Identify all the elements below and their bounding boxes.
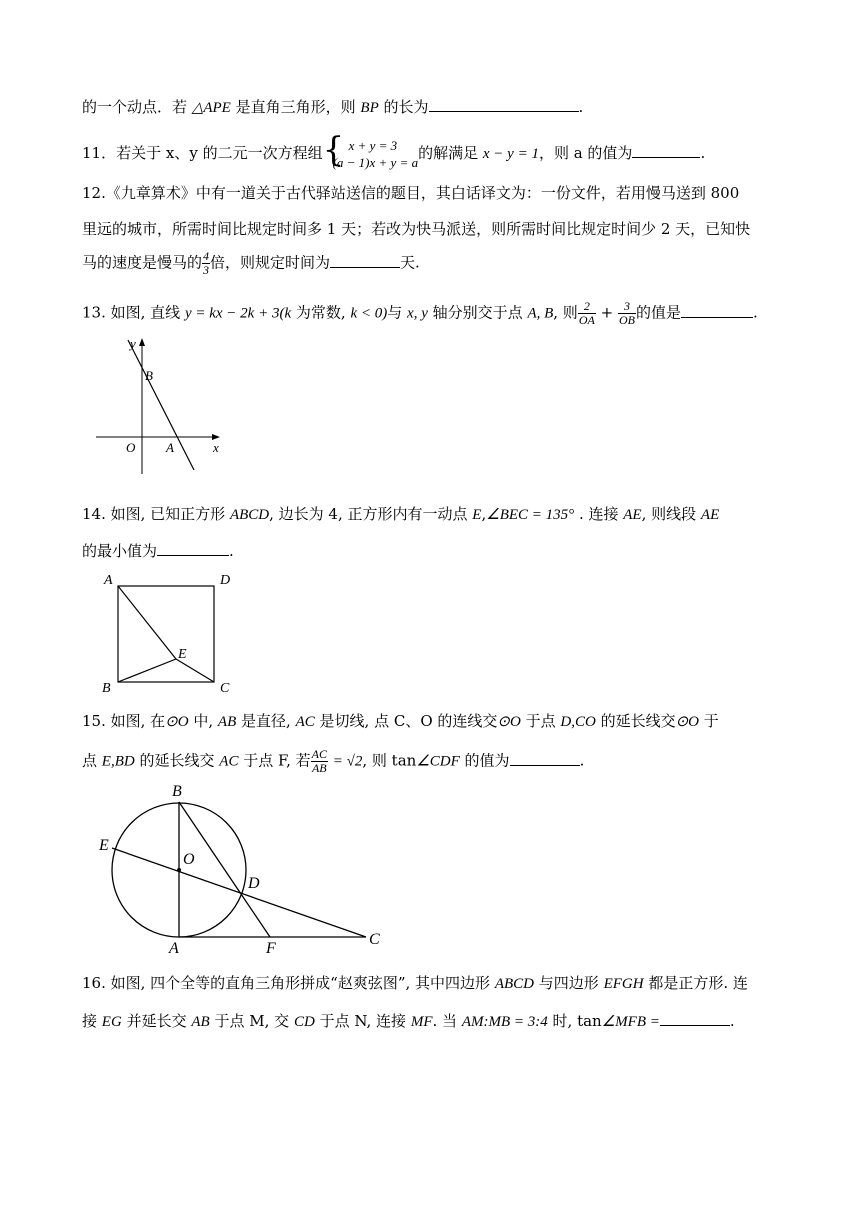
fraction-2-oa: $\frac{2}{OA}$ <box>578 299 595 327</box>
label-c: C <box>220 681 230 696</box>
triangle-ape: △APE <box>191 100 231 116</box>
figure-15-circle <box>96 778 396 956</box>
label-a: A <box>104 573 113 588</box>
label-x: x <box>213 440 219 455</box>
question-16-line-2: 接 EG 并延长交 AB 于点 M, 交 CD 于点 N, 连接 MF. 当 AM:MB = 3:4 时, tan∠MFB = . <box>82 1012 735 1030</box>
question-15-line-2: 点 E,BD 的延长线交 AC 于点 F, 若 $\frac{AC}{AB}$ = √2, 则 tan∠CDF 的值为 . <box>82 747 585 775</box>
figure-14-square <box>96 566 236 696</box>
question-12-line-1: 12.《九章算术》中有一道关于古代驿站送信的题目，其白话译文为：一份文件，若用慢马送到 800 <box>82 184 740 202</box>
segment-ce <box>176 659 214 682</box>
answer-blank-15[interactable] <box>510 751 580 766</box>
label-o: O <box>126 440 136 455</box>
figure-13-graph <box>96 334 228 482</box>
label-a: A <box>166 440 174 455</box>
fraction-ac-ab: $\frac{AC}{AB}$ <box>311 747 327 775</box>
question-11: 11．若关于 x、y 的二元一次方程组 { x + y = 3 (a − 1)x + y = a 的解满足 x − y = 1，则 a 的值为 . <box>82 130 706 170</box>
answer-blank-10[interactable] <box>429 97 579 112</box>
label-b: B <box>102 681 111 696</box>
fraction-4-3: $\frac{4}{3}$ <box>203 249 210 277</box>
line-bf <box>179 802 270 937</box>
answer-blank-14[interactable] <box>157 541 229 556</box>
answer-blank-16[interactable] <box>660 1011 730 1026</box>
answer-blank-13[interactable] <box>681 303 753 318</box>
equation-system: { x + y = 3 (a − 1)x + y = a <box>322 130 419 170</box>
label-b: B <box>145 368 153 383</box>
question-12-line-2: 里远的城市，所需时间比规定时间多 1 天；若改为快马派送，则所需时间比规定时间少 2 天，已知快 <box>82 220 751 238</box>
square-abcd <box>118 586 214 682</box>
label-d: D <box>220 573 231 588</box>
label-f: F <box>266 940 276 956</box>
label-o: O <box>183 851 195 868</box>
question-15-line-1: 15. 如图, 在⊙O 中, AB 是直径, AC 是切线, 点 C、O 的连线交⊙O 于点 D,CO 的延长线交⊙O 于 <box>82 712 719 730</box>
y-axis-arrow-icon <box>139 338 145 346</box>
brace-icon: { <box>322 130 345 170</box>
label-y: y <box>130 336 136 351</box>
answer-blank-11[interactable] <box>632 143 700 158</box>
label-d: D <box>248 875 260 892</box>
question-13: 13. 如图, 直线 y = kx − 2k + 3(k 为常数, k < 0)与 x, y 轴分别交于点 A, B, 则 $\frac{2}{OA}$ + $\frac{3}{OB}$ 的值是 . <box>82 299 758 327</box>
label-c: C <box>369 931 380 948</box>
q10-tail-line: 的一个动点．若 △APE 是直角三角形，则 BP 的长为 . <box>82 98 584 116</box>
center-dot <box>177 868 181 872</box>
question-14-line-2: 的最小值为 . <box>82 542 234 560</box>
label-b: B <box>172 783 182 800</box>
fraction-3-ob: $\frac{3}{OB}$ <box>618 299 635 327</box>
label-e: E <box>178 647 187 662</box>
segment-be <box>118 659 176 682</box>
question-14-line-1: 14. 如图, 已知正方形 ABCD, 边长为 4, 正方形内有一动点 E,∠BEC = 135° . 连接 AE, 则线段 AE <box>82 505 720 523</box>
label-e: E <box>99 837 109 854</box>
answer-blank-12[interactable] <box>330 253 400 268</box>
question-12-line-3: 马的速度是慢马的 $\frac{4}{3}$ 倍，则规定时间为 天. <box>82 249 420 277</box>
question-16-line-1: 16. 如图, 四个全等的直角三角形拼成“赵爽弦图”, 其中四边形 ABCD 与四边形 EFGH 都是正方形. 连 <box>82 974 748 992</box>
line-ec <box>112 848 366 937</box>
segment-ae <box>118 586 176 659</box>
label-a: A <box>169 940 179 956</box>
line-y-kx <box>128 340 194 470</box>
